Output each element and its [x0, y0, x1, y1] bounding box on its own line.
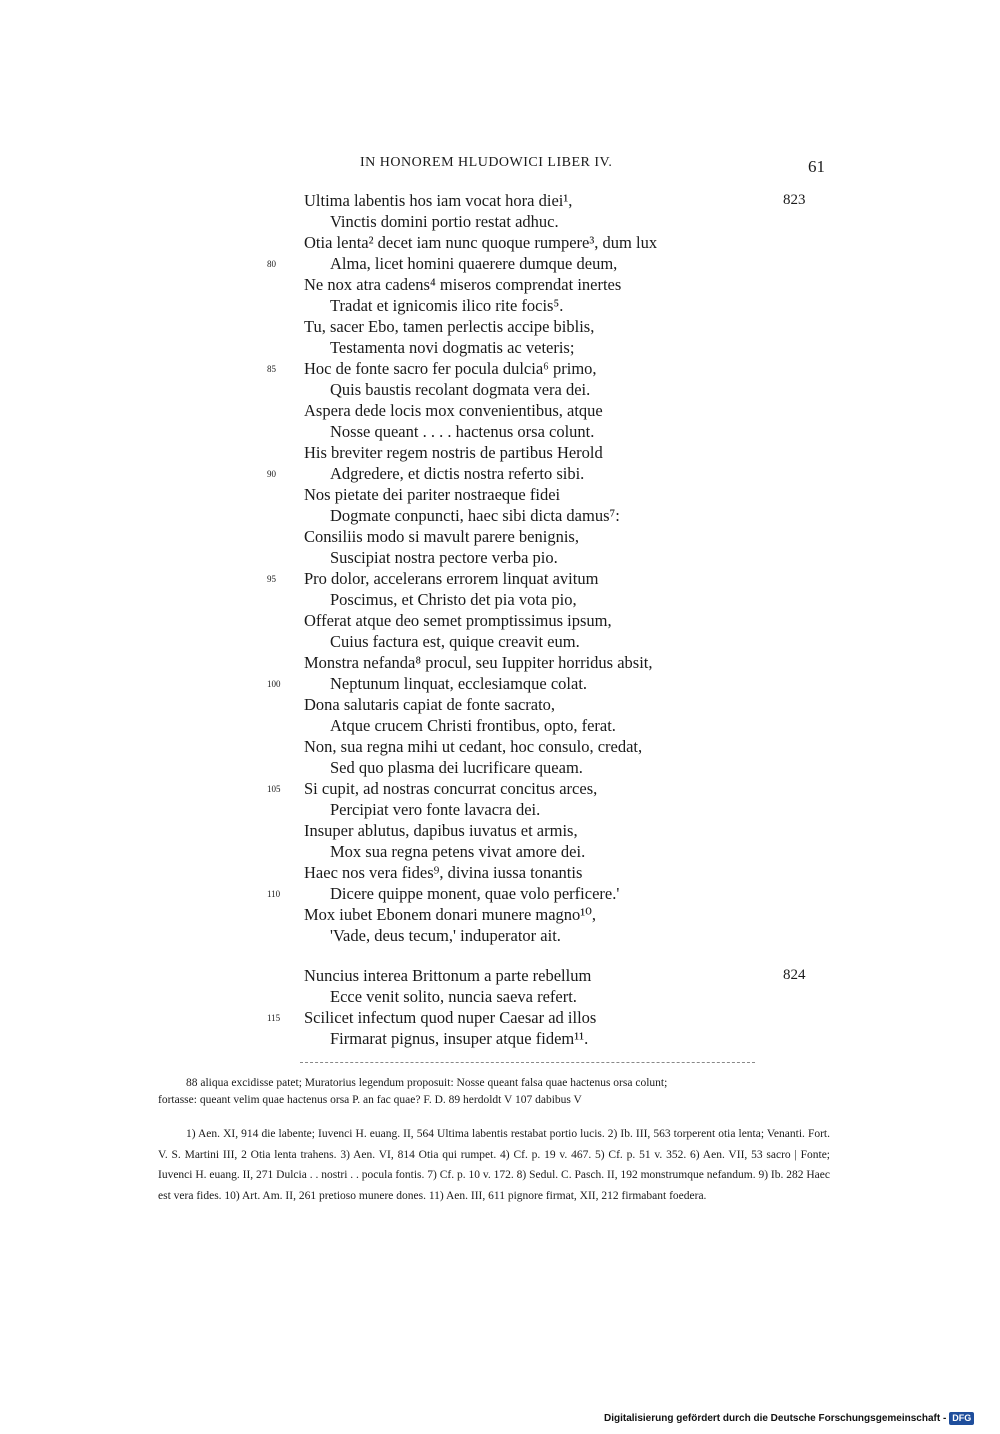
apparatus-line: fortasse: queant velim quae hactenus orsa P. an fac quae? F. D. 89 herdoldt V 107 dabibus V	[158, 1094, 582, 1106]
line-number: 115	[267, 1013, 281, 1023]
verse-line	[0, 421, 1000, 442]
verse-line	[0, 1028, 1000, 1049]
verse-line	[0, 673, 1000, 694]
verse-text: Pro dolor, accelerans errorem linquat avitum	[304, 569, 599, 588]
notes-paragraph: 1) Aen. XI, 914 die labente; Iuvenci H. euang. II, 564 Ultima labentis restabat portio lucis. 2) Ib. III, 563 torperent otia lenta; Venanti. Fort. V. S. Martini III, 2 Otia lenta trahens. 3) Aen. VI, 814 Otia qui rumpet. 4) Cf. p. 19 v. 467. 5) Cf. p. 51 v. 352. 6) Aen. VII, 53 sacro | Fonte; Iuvenci H. euang. II, 271 Dulcia . . nostri . . pocula fontis. 7) Cf. p. 10 v. 172. 8) Sedul. C. Pasch. II, 192 monstrumque nefandum. 9) Ib. 282 Haec est vera fides. 10) Art. Am. II, 261 pretioso munere dones. 11) Aen. III, 611 pignore firmat, XII, 212 firmabant foedera.	[158, 1128, 830, 1202]
verse-line	[0, 568, 1000, 589]
footnote-divider	[300, 1062, 755, 1063]
verse-line	[0, 589, 1000, 610]
verse-line	[0, 379, 1000, 400]
verse-text: Cuius factura est, quique creavit eum.	[330, 632, 580, 651]
verse-text: Aspera dede locis mox convenientibus, atque	[304, 401, 603, 420]
verse-text: Poscimus, et Christo det pia vota pio,	[330, 590, 577, 609]
line-number: 85	[267, 364, 276, 374]
verse-text: His breviter regem nostris de partibus Herold	[304, 443, 603, 462]
verse-line	[0, 232, 1000, 253]
verse-line	[0, 799, 1000, 820]
verse-text: Dogmate conpuncti, haec sibi dicta damus⁷:	[330, 506, 620, 525]
stanza-gap	[0, 946, 1000, 965]
verse-line	[0, 778, 1000, 799]
verse-line	[0, 631, 1000, 652]
verse-text: Offerat atque deo semet promptissimus ipsum,	[304, 611, 612, 630]
verse-line	[0, 190, 1000, 211]
verse-text: Tradat et ignicomis ilico rite focis⁵.	[330, 296, 564, 315]
verse-text: Percipiat vero fonte lavacra dei.	[330, 800, 541, 819]
verse-text: Ultima labentis hos iam vocat hora diei¹,	[304, 191, 573, 210]
verse-line	[0, 505, 1000, 526]
verse-text: Quis baustis recolant dogmata vera dei.	[330, 380, 591, 399]
verse-text: Nosse queant . . . . hactenus orsa colunt.	[330, 422, 595, 441]
verse-line	[0, 965, 1000, 986]
verse-text: Si cupit, ad nostras concurrat concitus arces,	[304, 779, 598, 798]
verse-text: Nos pietate dei pariter nostraeque fidei	[304, 485, 561, 504]
source-notes	[158, 1124, 830, 1206]
year-marker: 823	[783, 192, 806, 208]
verse-line	[0, 358, 1000, 379]
verse-text: Otia lenta² decet iam nunc quoque rumpere³, dum lux	[304, 233, 658, 252]
line-number: 110	[267, 889, 281, 899]
page-number: 61	[808, 157, 825, 176]
verse-text: Dona salutaris capiat de fonte sacrato,	[304, 695, 556, 714]
verse-line	[0, 820, 1000, 841]
verse-text: Alma, licet homini quaerere dumque deum,	[330, 254, 618, 273]
verse-line	[0, 463, 1000, 484]
credit-text: Digitalisierung gefördert durch die Deutsche Forschungsgemeinschaft -	[604, 1413, 947, 1425]
verse-line	[0, 925, 1000, 946]
verse-text: Vinctis domini portio restat adhuc.	[330, 212, 559, 231]
verse-text: Scilicet infectum quod nuper Caesar ad illos	[304, 1008, 597, 1027]
verse-text: Atque crucem Christi frontibus, opto, ferat.	[330, 716, 616, 735]
verse-line	[0, 757, 1000, 778]
verse-line	[0, 652, 1000, 673]
verse-text: Suscipiat nostra pectore verba pio.	[330, 548, 558, 567]
verse-line	[0, 211, 1000, 232]
verse-text: Dicere quippe monent, quae volo perficere.'	[330, 884, 620, 903]
verse-line	[0, 715, 1000, 736]
verse-line	[0, 295, 1000, 316]
verse-line	[0, 400, 1000, 421]
line-number: 105	[267, 784, 281, 794]
verse-text: Firmarat pignus, insuper atque fidem¹¹.	[330, 1029, 589, 1048]
verse-line	[0, 316, 1000, 337]
verse-text: Mox iubet Ebonem donari munere magno¹⁰,	[304, 905, 596, 924]
verse-text: Hoc de fonte sacro fer pocula dulcia⁶ primo,	[304, 359, 597, 378]
year-marker: 824	[783, 967, 806, 983]
verse-line	[0, 1007, 1000, 1028]
line-number: 100	[267, 679, 281, 689]
verse-text: Nuncius interea Brittonum a parte rebellum	[304, 966, 592, 985]
verse-line	[0, 694, 1000, 715]
verse-text: Ne nox atra cadens⁴ miseros comprendat inertes	[304, 275, 622, 294]
verse-line	[0, 736, 1000, 757]
verse-text: Adgredere, et dictis nostra referto sibi.	[330, 464, 585, 483]
verse-line	[0, 862, 1000, 883]
verse-text: Tu, sacer Ebo, tamen perlectis accipe biblis,	[304, 317, 595, 336]
verse-text: Mox sua regna petens vivat amore dei.	[330, 842, 586, 861]
verse-line	[0, 274, 1000, 295]
line-number: 90	[267, 469, 276, 479]
verse-line	[0, 986, 1000, 1007]
running-title: IN HONOREM HLUDOWICI LIBER IV.	[360, 155, 613, 170]
verse-line	[0, 484, 1000, 505]
apparatus-line: 88 aliqua excidisse patet; Muratorius legendum proposuit: Nosse queant falsa quae hactenus orsa colunt;	[186, 1077, 668, 1089]
verse-text: Non, sua regna mihi ut cedant, hoc consulo, credat,	[304, 737, 643, 756]
verse-line	[0, 442, 1000, 463]
verse-text: 'Vade, deus tecum,' induperator ait.	[330, 926, 561, 945]
line-number: 80	[267, 259, 276, 269]
verse-text: Testamenta novi dogmatis ac veteris;	[330, 338, 575, 357]
verse-text: Consiliis modo si mavult parere benignis,	[304, 527, 579, 546]
verse-line	[0, 526, 1000, 547]
critical-apparatus	[158, 1075, 830, 1109]
verse-line	[0, 253, 1000, 274]
verse-line	[0, 337, 1000, 358]
verse-text: Sed quo plasma dei lucrificare queam.	[330, 758, 583, 777]
verse-block	[0, 190, 1000, 1049]
verse-text: Neptunum linquat, ecclesiamque colat.	[330, 674, 588, 693]
dfg-logo: DFG	[949, 1412, 974, 1425]
verse-line	[0, 547, 1000, 568]
verse-text: Monstra nefanda⁸ procul, seu Iuppiter horridus absit,	[304, 653, 653, 672]
verse-line	[0, 610, 1000, 631]
verse-line	[0, 841, 1000, 862]
line-number: 95	[267, 574, 276, 584]
verse-text: Insuper ablutus, dapibus iuvatus et armis,	[304, 821, 578, 840]
digitization-credit	[604, 1412, 974, 1425]
verse-text: Haec nos vera fides⁹, divina iussa tonantis	[304, 863, 583, 882]
verse-line	[0, 883, 1000, 904]
verse-text: Ecce venit solito, nuncia saeva refert.	[330, 987, 577, 1006]
verse-line	[0, 904, 1000, 925]
